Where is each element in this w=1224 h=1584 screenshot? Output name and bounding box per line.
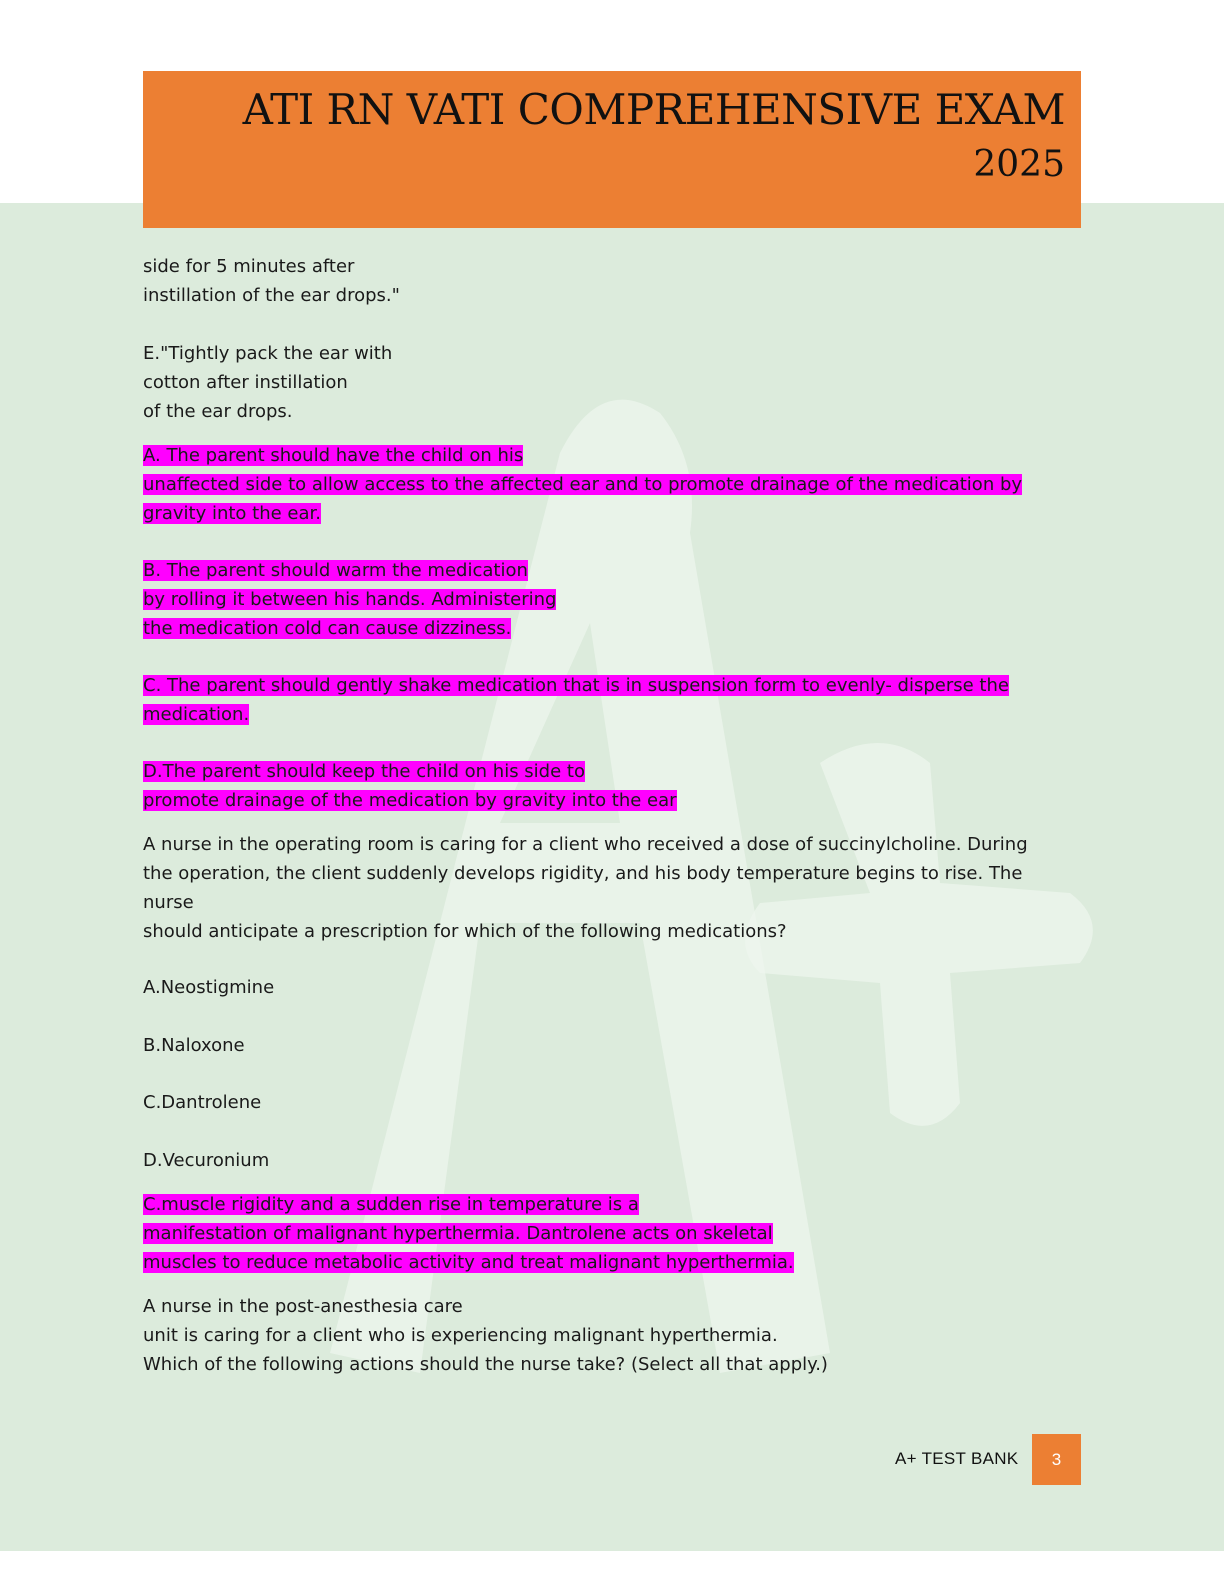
footer-label: A+ TEST BANK: [895, 1449, 1019, 1468]
highlighted-line: by rolling it between his hands. Administering: [143, 589, 557, 610]
rationale-a-highlight: [143, 441, 1063, 528]
highlighted-line: C. The parent should gently shake medication that is in suspension form to evenly- disperse the: [143, 675, 1009, 696]
text-line: Which of the following actions should the nurse take? (Select all that apply.): [143, 1354, 828, 1375]
option-d-vecuronium: D.Vecuronium: [143, 1150, 270, 1171]
header-band: [143, 71, 1081, 228]
text-line: side for 5 minutes after: [143, 256, 355, 277]
highlighted-line: D.The parent should keep the child on his side to: [143, 761, 585, 782]
page-number: 3: [1051, 1449, 1062, 1469]
rationale-dantrolene-highlight: [143, 1190, 1063, 1277]
text-line: E."Tightly pack the ear with: [143, 343, 393, 364]
question-malignant-hyperthermia: [143, 1292, 1063, 1379]
text-line: nurse: [143, 892, 194, 913]
highlighted-line: the medication cold can cause dizziness.: [143, 618, 512, 639]
option-d-continuation: [143, 252, 1063, 310]
text-line: the operation, the client suddenly develops rigidity, and his body temperature begins to rise. The: [143, 863, 1023, 884]
option-c-dantrolene: C.Dantrolene: [143, 1092, 262, 1113]
highlighted-line: C.muscle rigidity and a sudden rise in temperature is a: [143, 1194, 639, 1215]
rationale-c-highlight: [143, 671, 1063, 729]
rationale-d-highlight: [143, 757, 1063, 815]
page-number-badge: [1032, 1434, 1081, 1485]
highlighted-line: manifestation of malignant hyperthermia. Dantrolene acts on skeletal: [143, 1223, 773, 1244]
question-succinylcholine: [143, 830, 1063, 946]
highlighted-line: gravity into the ear.: [143, 503, 321, 524]
document-title: ATI RN VATI COMPREHENSIVE EXAM: [242, 85, 1065, 134]
highlighted-line: muscles to reduce metabolic activity and treat malignant hyperthermia.: [143, 1252, 794, 1273]
highlighted-line: promote drainage of the medication by gravity into the ear: [143, 790, 677, 811]
text-line: A nurse in the post-anesthesia care: [143, 1296, 463, 1317]
text-line: of the ear drops.: [143, 401, 293, 422]
text-line: cotton after instillation: [143, 372, 348, 393]
text-line: unit is caring for a client who is experiencing malignant hyperthermia.: [143, 1325, 778, 1346]
highlighted-line: A. The parent should have the child on his: [143, 445, 524, 466]
option-a-neostigmine: A.Neostigmine: [143, 977, 275, 998]
highlighted-line: medication.: [143, 704, 250, 725]
option-e: [143, 339, 1063, 426]
rationale-b-highlight: [143, 556, 1063, 643]
text-line: A nurse in the operating room is caring for a client who received a dose of succinylcholine. During: [143, 834, 1028, 855]
option-b-naloxone: B.Naloxone: [143, 1035, 245, 1056]
highlighted-line: unaffected side to allow access to the affected ear and to promote drainage of the medication by: [143, 474, 1023, 495]
text-line: instillation of the ear drops.": [143, 285, 400, 306]
highlighted-line: B. The parent should warm the medication: [143, 560, 528, 581]
text-line: should anticipate a prescription for which of the following medications?: [143, 921, 787, 942]
document-year: 2025: [973, 144, 1065, 185]
